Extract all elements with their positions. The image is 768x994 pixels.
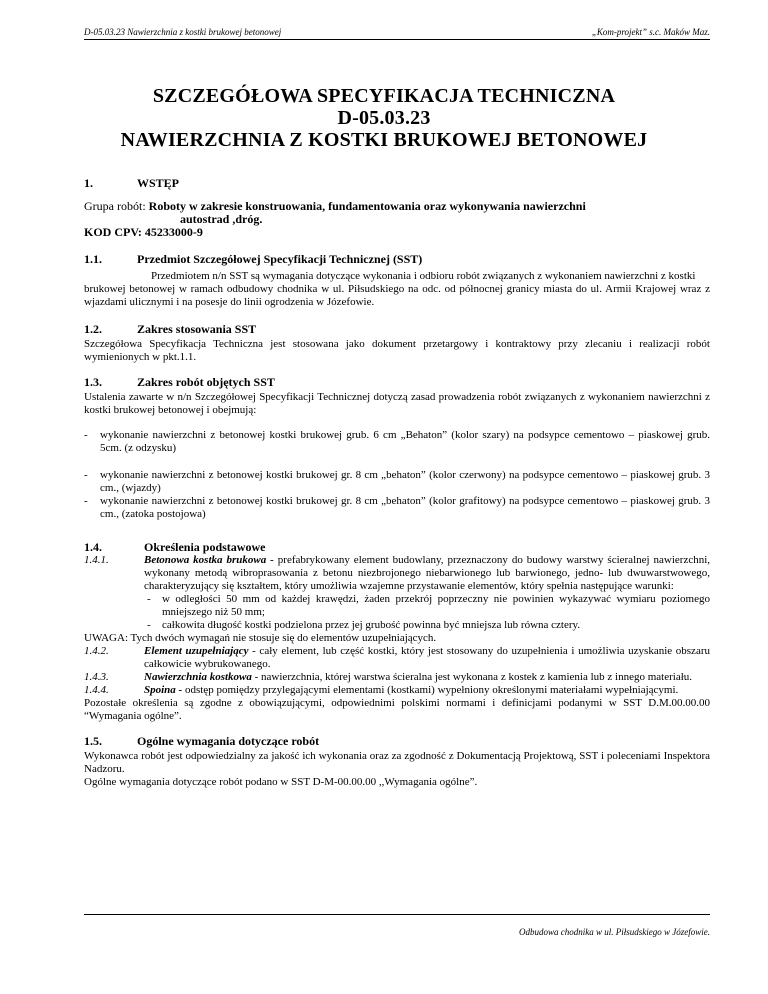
header-right: „Kom-projekt” s.c. Maków Maz. <box>591 27 710 37</box>
section-1-3-text: Ustalenia zawarte w n/n Szczegółowej Specyfikacji Technicznej dotyczą zasad prowadzenia robót związanych z wykonaniem nawierzchni z kostki brukowej betonowej i obejmują: <box>84 391 710 416</box>
document-title <box>0 85 768 151</box>
section-number: 1.3. <box>84 375 102 389</box>
group-label: Grupa robót: <box>84 199 149 213</box>
sub-list-item: - całkowita długość kostki podzielona przez jej grubość powinna być mniejsza lub równa cztery. <box>147 619 581 631</box>
cpv-code: KOD CPV: 45233000-9 <box>84 225 203 239</box>
section-1-3-heading <box>84 376 710 389</box>
group-value-cont: autostrad ,dróg. <box>180 212 263 226</box>
page-footer: Odbudowa chodnika w ul. Piłsudskiego w Józefowie. <box>519 927 710 937</box>
section-title: WSTĘP <box>137 176 180 190</box>
section-1-5-text-1: Wykonawca robót jest odpowiedzialny za jakość ich wykonania oraz za zgodność z Dokumentacją Projektową, SST i poleceniami Inspektora Nadzoru. <box>84 750 710 775</box>
group-value: Roboty w zakresie konstruowania, fundamentowania oraz wykonywania nawierzchni <box>148 199 586 213</box>
section-number: 1. <box>84 176 93 190</box>
section-1-1-text-2: brukowej betonowej w ramach odbudowy chodnika w ul. Piłsudskiego na odc. od północnej granicy miasta do ul. Armii Krajowej wraz z wjazdami ulicznymi i na posesje do linii ogrodzenia w Józefowie. <box>84 283 710 308</box>
section-1-1-heading <box>84 253 710 266</box>
section-number: 1.5. <box>84 734 102 748</box>
section-title: Zakres stosowania SST <box>137 322 257 336</box>
title-line-3: NAWIERZCHNIA Z KOSTKI BRUKOWEJ BETONOWEJ <box>120 129 648 151</box>
title-line-1: SZCZEGÓŁOWA SPECYFIKACJA TECHNICZNA <box>152 85 616 107</box>
list-item: - wykonanie nawierzchni z betonowej kostki brukowej gr. 8 cm „behaton” (kolor grafitowy) na podsypce cementowo – piaskowej grub. 3 cm., (zatoka postojowa) <box>84 495 710 520</box>
document-content <box>84 177 710 789</box>
section-1-1-text-1: Przedmiotem n/n SST są wymagania dotyczące wykonania i odbioru robót związanych z wykonaniem nawierzchni z kostki <box>151 270 696 282</box>
footer-divider <box>84 914 710 915</box>
definition-1-4-3: 1.4.3. Nawierzchnia kostkowa - nawierzchnia, której warstwa ścieralna jest wykonana z kostek z kamienia lub z innego materiału. <box>84 671 693 683</box>
section-number: 1.4. <box>84 540 102 554</box>
uwaga-note: UWAGA: Tych dwóch wymagań nie stosuje się do elementów uzupełniających. <box>84 632 437 644</box>
list-item: - wykonanie nawierzchni z betonowej kostki brukowej grub. 6 cm „Behaton” (kolor szary) na podsypce cementowo – piaskowej grub. 5cm. (z odzysku) <box>84 429 710 454</box>
definition-1-4-2: 1.4.2. Element uzupełniający - cały element, lub część kostki, który jest stosowany do uzupełnienia i umożliwia uzyskanie obszaru całkowicie wybrukowanego. <box>84 645 710 670</box>
list-item: - wykonanie nawierzchni z betonowej kostki brukowej gr. 8 cm „behaton” (kolor czerwony) na podsypce cementowo – piaskowej grub. 3 cm., (wjazdy) <box>84 469 710 494</box>
group-line <box>84 200 710 213</box>
section-1-4-other: Pozostałe określenia są zgodne z obowiązującymi, odpowiednimi polskimi normami i definicjami podanymi w SST D.M.00.00.00 “Wymagania ogólne”. <box>84 697 710 722</box>
section-1-5-text-2: Ogólne wymagania dotyczące robót podano w SST D-M-00.00.00 ,,Wymagania ogólne”. <box>84 776 478 788</box>
title-line-2: D-05.03.23 <box>337 107 431 129</box>
section-1-2-text: Szczegółowa Specyfikacja Techniczna jest stosowana jako dokument przetargowy i kontraktowy przy zlecaniu i realizacji robót wymienionych w pkt.1.1. <box>84 338 710 363</box>
section-1-4-heading <box>84 541 710 554</box>
section-title: Ogólne wymagania dotyczące robót <box>137 734 320 748</box>
definition-1-4-1: 1.4.1. Betonowa kostka brukowa - prefabrykowany element budowlany, przeznaczony do budowy warstwy ścieralnej nawierzchni, wykonany metodą wibroprasowania z betonu niezbrojonego niebarwionego lub barwionego, jedno- lub dwuwarstwowego, charakteryzujący się kształtem, który umożliwia wzajemne przystawanie elementów, który spełnia następujące warunki: <box>84 554 711 592</box>
section-number: 1.1. <box>84 252 102 266</box>
section-title: Zakres robót objętych SST <box>137 375 275 389</box>
section-1-2-heading <box>84 323 710 336</box>
section-1-heading <box>84 177 710 190</box>
definition-1-4-4: 1.4.4. Spoina - odstęp pomiędzy przylegającymi elementami (kostkami) wypełniony określonymi materiałami wypełniającymi. <box>84 684 679 696</box>
section-title: Określenia podstawowe <box>144 540 266 554</box>
sub-list-item: - w odległości 50 mm od każdej krawędzi, żaden przekrój poprzeczny nie powinien wykazywać wymiaru poziomego mniejszego niż 50 mm; <box>147 593 710 618</box>
header-left: D-05.03.23 Nawierzchnia z kostki brukowej betonowej <box>84 27 282 37</box>
section-title: Przedmiot Szczegółowej Specyfikacji Technicznej (SST) <box>137 252 423 266</box>
section-number: 1.2. <box>84 322 102 336</box>
section-1-5-heading <box>84 735 710 748</box>
page-header <box>84 27 710 40</box>
